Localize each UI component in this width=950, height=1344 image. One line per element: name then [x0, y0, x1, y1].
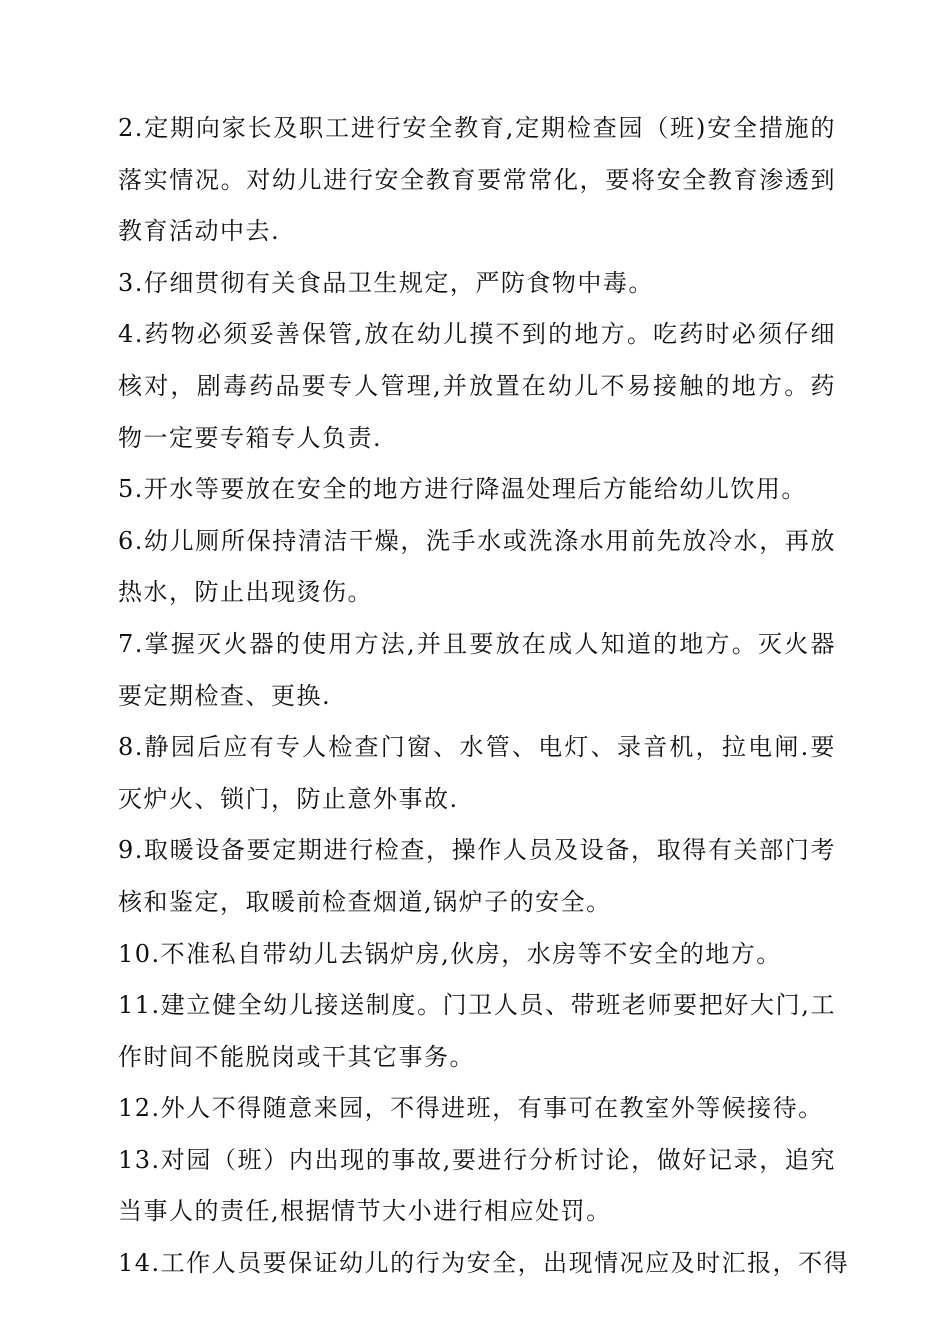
- paragraph-item-14: [118, 1238, 850, 1290]
- paragraph-item-6: [118, 516, 836, 619]
- paragraph-item-7: [118, 619, 836, 722]
- paragraph-line: 5.开水等要放在安全的地方进行降温处理后方能给幼儿饮用。: [118, 475, 807, 504]
- paragraph-item-3: [118, 258, 836, 310]
- paragraph-line: 14.工作人员要保证幼儿的行为安全，出现情况应及时汇报，不得: [118, 1249, 850, 1278]
- paragraph-item-10: [118, 929, 836, 981]
- paragraph-line: 12.外人不得随意来园，不得进班，有事可在教室外等候接待。: [118, 1094, 824, 1123]
- paragraph-line: 落实情况。对幼儿进行安全教育要常常化，要将安全教育渗透到: [118, 165, 836, 194]
- paragraph-item-11: [118, 980, 836, 1083]
- paragraph-line: 13.对园（班）内出现的事故,要进行分析讨论，做好记录，追究: [118, 1145, 836, 1174]
- paragraph-line: 11.建立健全幼儿接送制度。门卫人员、带班老师要把好大门,工: [118, 991, 836, 1020]
- paragraph-item-2: [118, 103, 836, 258]
- paragraph-line: 3.仔细贯彻有关食品卫生规定，严防食物中毒。: [118, 268, 654, 297]
- paragraph-item-9: [118, 825, 836, 928]
- paragraph-line: 6.幼儿厕所保持清洁干燥，洗手水或洗涤水用前先放冷水，再放: [118, 526, 836, 555]
- paragraph-line: 7.掌握灭火器的使用方法,并且要放在成人知道的地方。灭火器: [118, 629, 836, 658]
- paragraph-line: 热水，防止出现烫伤。: [118, 578, 373, 607]
- paragraph-line: 教育活动中去.: [118, 217, 281, 246]
- paragraph-line: 10.不准私自带幼儿去锅炉房,伙房，水房等不安全的地方。: [118, 939, 782, 968]
- paragraph-item-4: [118, 309, 836, 464]
- paragraph-line: 要定期检查、更换.: [118, 681, 332, 710]
- paragraph-line: 核和鉴定，取暖前检查烟道,锅炉子的安全。: [118, 887, 612, 916]
- paragraph-line: 核对，剧毒药品要专人管理,并放置在幼儿不易接触的地方。药: [118, 371, 836, 400]
- paragraph-item-12: [118, 1083, 836, 1135]
- document-body: [118, 103, 850, 1290]
- paragraph-item-8: [118, 722, 836, 825]
- paragraph-line: 当事人的责任,根据情节大小进行相应处罚。: [118, 1197, 612, 1226]
- paragraph-line: 2.定期向家长及职工进行安全教育,定期检查园（班)安全措施的: [118, 114, 836, 142]
- paragraph-line: 9.取暖设备要定期进行检查，操作人员及设备，取得有关部门考: [118, 836, 836, 865]
- paragraph-line: 作时间不能脱岗或干其它事务。: [118, 1042, 475, 1071]
- paragraph-item-5: [118, 464, 836, 516]
- paragraph-line: 灭炉火、锁门，防止意外事故.: [118, 784, 459, 813]
- paragraph-line: 物一定要专箱专人负责.: [118, 423, 383, 452]
- paragraph-line: 4.药物必须妥善保管,放在幼儿摸不到的地方。吃药时必须仔细: [118, 320, 836, 349]
- paragraph-line: 8.静园后应有专人检查门窗、水管、电灯、录音机，拉电闸.要: [118, 733, 836, 762]
- paragraph-item-13: [118, 1135, 836, 1238]
